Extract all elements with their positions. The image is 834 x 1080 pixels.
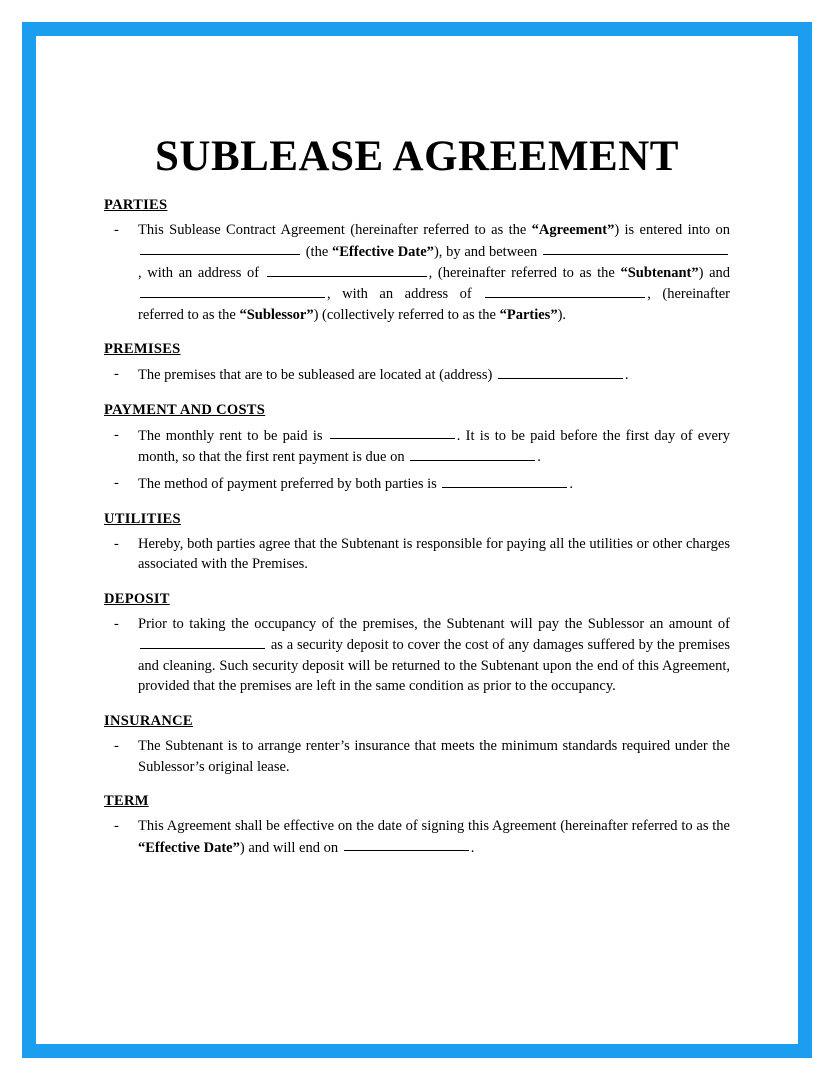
fill-in-blank[interactable]	[344, 837, 469, 852]
fill-in-blank[interactable]	[140, 241, 300, 256]
page-title: SUBLEASE AGREEMENT	[155, 133, 679, 180]
fill-in-blank[interactable]	[410, 446, 535, 461]
fill-in-blank[interactable]	[140, 283, 325, 298]
bullet-marker: -	[114, 475, 119, 492]
clause-item	[104, 473, 730, 494]
section-utilities	[104, 511, 730, 575]
defined-term: “Agreement”	[531, 222, 615, 239]
section-heading: PARTIES	[104, 197, 168, 214]
bullet-marker: -	[114, 426, 119, 443]
fill-in-blank[interactable]	[330, 425, 455, 440]
document-body	[36, 36, 798, 1044]
defined-term: “Effective Date”	[331, 243, 434, 260]
title-block	[104, 134, 730, 179]
section-deposit	[104, 591, 730, 697]
section-heading: UTILITIES	[104, 510, 181, 527]
clause-text: This Sublease Contract Agreement (hereinafter referred to as the “Agreement”) is entered into on (the “Effective Date”), by and between , with an address of , (hereinafter referred to as the “Subtenant”) and , with an address of , (hereinafter referred to as the “Sublessor”) (collectively referred to as the “Parties”).	[138, 222, 731, 323]
section-heading: TERM	[104, 793, 149, 810]
fill-in-blank[interactable]	[267, 262, 427, 277]
section-premises	[104, 341, 730, 385]
bullet-marker: -	[114, 737, 119, 754]
section-insurance	[104, 713, 730, 777]
section-heading: DEPOSIT	[104, 590, 170, 607]
fill-in-blank[interactable]	[498, 364, 623, 379]
bullet-marker: -	[114, 535, 119, 552]
fill-in-blank[interactable]	[442, 473, 567, 488]
clause-text: The premises that are to be subleased are located at (address) .	[138, 364, 730, 385]
section-term	[104, 793, 730, 858]
fill-in-blank[interactable]	[485, 283, 645, 298]
fill-in-blank[interactable]	[543, 241, 728, 256]
bullet-marker: -	[114, 818, 119, 835]
bullet-marker: -	[114, 366, 119, 383]
bullet-marker: -	[114, 615, 119, 632]
clause-item	[104, 816, 730, 858]
document-sections	[104, 197, 730, 858]
clause-text: Prior to taking the occupancy of the premises, the Subtenant will pay the Sublessor an amount of as a security deposit to cover the cost of any damages suffered by the premises and cleaning. Such security deposit will be returned to the Subtenant upon the end of this Agreement, provided that the premises are left in the same condition as prior to the occupancy.	[138, 615, 730, 695]
clause-text: The monthly rent to be paid is . It is to be paid before the first day of every month, so that the first rent payment is due on .	[138, 425, 730, 468]
section-heading: INSURANCE	[104, 712, 193, 729]
section-payment-and-costs	[104, 402, 730, 495]
section-heading: PREMISES	[104, 341, 181, 358]
clause-item	[104, 220, 730, 325]
clause-text: This Agreement shall be effective on the date of signing this Agreement (hereinafter referred to as the “Effective Date”) and will end on .	[138, 818, 730, 856]
clause-item	[104, 736, 730, 777]
clause-item	[104, 364, 730, 385]
clause-item	[104, 425, 730, 468]
defined-term: “Subtenant”	[620, 264, 699, 281]
section-heading: PAYMENT AND COSTS	[104, 401, 266, 418]
bullet-marker: -	[114, 222, 119, 239]
clause-text: The method of payment preferred by both parties is .	[138, 473, 730, 494]
clause-item	[104, 534, 730, 575]
fill-in-blank[interactable]	[140, 634, 265, 649]
defined-term: “Effective Date”	[138, 839, 240, 856]
section-parties	[104, 197, 730, 325]
clause-text: The Subtenant is to arrange renter’s insurance that meets the minimum standards required under the Sublessor’s original lease.	[138, 737, 730, 775]
defined-term: “Sublessor”	[239, 306, 314, 323]
clause-item	[104, 614, 730, 697]
clause-text: Hereby, both parties agree that the Subtenant is responsible for paying all the utilities or other charges associated with the Premises.	[138, 535, 730, 573]
defined-term: “Parties”	[499, 306, 558, 323]
